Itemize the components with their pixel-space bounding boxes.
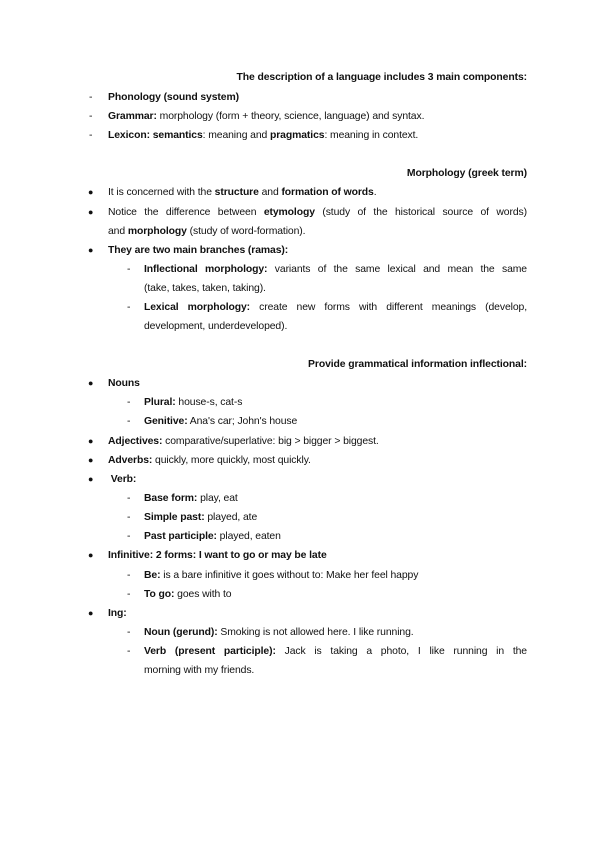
dash-marker: -	[127, 627, 131, 638]
text-span: house-s, cat-s	[175, 397, 243, 408]
text-span: and	[258, 187, 282, 198]
text-span: play, eat	[197, 493, 238, 504]
dash-marker: -	[89, 111, 93, 122]
dash-marker: -	[127, 512, 131, 523]
bullet-marker: ●	[88, 245, 94, 255]
dash-marker: -	[127, 264, 131, 275]
heading-morphology: Morphology (greek term)	[406, 168, 527, 179]
text-span: development, underdeveloped).	[144, 321, 288, 332]
bullet-marker: ●	[88, 474, 94, 484]
text-span: quickly, more quickly, most quickly.	[152, 455, 311, 466]
text-span: comparative/superlative: big > bigger > biggest.	[162, 436, 379, 447]
bold-morphology: morphology	[127, 226, 187, 237]
text-span: (take, takes, taken, taking).	[144, 283, 266, 294]
bullet-marker: ●	[88, 207, 94, 217]
text-span: create new forms with different meanings (develop,	[250, 302, 527, 313]
pragmatics-text: : meaning in context.	[324, 130, 419, 141]
present-participle-label: Verb (present participle):	[144, 646, 276, 657]
lexicon-label: Lexicon: semantics	[108, 130, 203, 141]
plural-label: Plural:	[144, 397, 176, 408]
past-participle-label: Past participle:	[144, 531, 217, 542]
inflectional-label: Inflectional morphology:	[144, 264, 268, 275]
to-go-label: To go:	[144, 589, 175, 600]
text-span: Ana's car; John's house	[187, 416, 298, 427]
dash-marker: -	[127, 397, 131, 408]
nouns-label: Nouns	[108, 378, 140, 389]
bold-etymology: etymology	[263, 207, 315, 218]
pragmatics-label: pragmatics	[269, 130, 325, 141]
dash-marker: -	[127, 589, 131, 600]
bullet-marker: ●	[88, 608, 94, 618]
heading-grammatical: Provide grammatical information inflectional:	[308, 359, 527, 370]
text-span: Smoking is not allowed here. I like running.	[217, 627, 414, 638]
adverbs-label: Adverbs:	[108, 455, 153, 466]
text-span: (study of the historical source of words)	[314, 207, 527, 218]
ing-label: Ing:	[108, 608, 127, 619]
bullet-marker: ●	[88, 436, 94, 446]
base-form-label: Base form:	[144, 493, 198, 504]
lexical-label: Lexical morphology:	[144, 302, 251, 313]
lexicon-text: : meaning and	[202, 130, 270, 141]
text-span: played, eaten	[216, 531, 281, 542]
gerund-label: Noun (gerund):	[144, 627, 218, 638]
text-span: .	[373, 187, 377, 198]
dash-marker: -	[127, 646, 131, 657]
adjectives-label: Adjectives:	[108, 436, 163, 447]
grammar-text: morphology (form + theory, science, language) and syntax.	[156, 111, 425, 122]
dash-marker: -	[127, 570, 131, 581]
verb-label: Verb:	[108, 474, 137, 485]
grammar-label: Grammar:	[108, 111, 157, 122]
dash-marker: -	[89, 92, 93, 103]
be-label: Be:	[144, 570, 161, 581]
bold-formation: formation of words	[281, 187, 374, 198]
simple-past-label: Simple past:	[144, 512, 205, 523]
bullet-marker: ●	[88, 550, 94, 560]
bullet-marker: ●	[88, 187, 94, 197]
text-span: morning with my friends.	[144, 665, 255, 676]
branches-heading: They are two main branches (ramas):	[108, 245, 289, 256]
genitive-label: Genitive:	[144, 416, 188, 427]
dash-marker: -	[89, 130, 93, 141]
dash-marker: -	[127, 302, 131, 313]
bullet-marker: ●	[88, 378, 94, 388]
text-span: played, ate	[204, 512, 258, 523]
dash-marker: -	[127, 416, 131, 427]
text-span: goes with to	[174, 589, 232, 600]
text-span: is a bare infinitive it goes without to: Make her feel happy	[160, 570, 419, 581]
bullet-marker: ●	[88, 455, 94, 465]
text-span: Jack is taking a photo, I like running in the	[275, 646, 527, 657]
bold-structure: structure	[214, 187, 259, 198]
dash-marker: -	[127, 531, 131, 542]
text-span: (study of word-formation).	[186, 226, 306, 237]
phonology-label: Phonology (sound system)	[108, 92, 239, 103]
text-span: Notice the difference between	[108, 207, 264, 218]
text-span: and	[108, 226, 128, 237]
infinitive-label: Infinitive: 2 forms: I want to go or may be late	[108, 550, 327, 561]
heading-components: The description of a language includes 3 main components:	[236, 72, 527, 83]
dash-marker: -	[127, 493, 131, 504]
text-span: It is concerned with the	[108, 187, 215, 198]
text-span: variants of the same lexical and mean the same	[267, 264, 527, 275]
